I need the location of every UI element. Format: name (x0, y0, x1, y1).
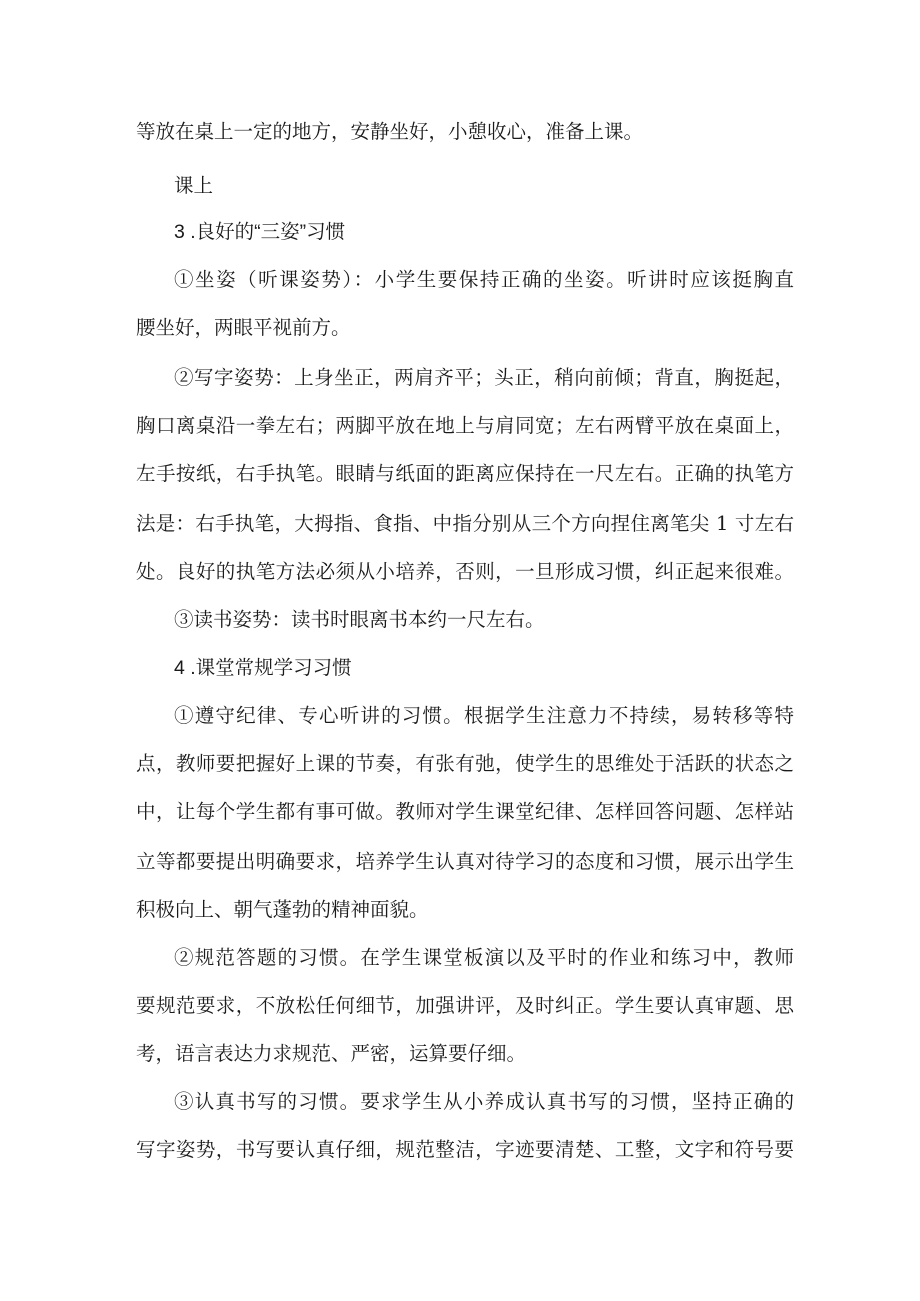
subsection-heading: 4 .课堂常规学习习惯 (174, 657, 352, 679)
text-line: 胸口离桌沿一拳左右；两脚平放在地上与肩同宽；左右两臂平放在桌面上， (136, 414, 794, 437)
text-line: 要规范要求，不放松任何细节，加强讲评，及时纠正。学生要认真审题、思 (136, 994, 794, 1017)
text-line: 考，语言表达力求规范、严密，运算要仔细。 (136, 1042, 527, 1065)
text-line: 积极向上、朝气蓬勃的精神面貌。 (136, 898, 429, 921)
text-line: 等放在桌上一定的地方，安静坐好，小憩收心，准备上课。 (136, 120, 644, 143)
text-line: 腰坐好，两眼平视前方。 (136, 316, 351, 339)
text-line: 处。良好的执笔方法必须从小培养，否则，一旦形成习惯，纠正起来很难。 (136, 560, 794, 583)
text-line: ③认真书写的习惯。要求学生从小养成认真书写的习惯，坚持正确的 (174, 1090, 794, 1113)
text-line: 中，让每个学生都有事可做。教师对学生课堂纪律、怎样回答问题、怎样站 (136, 800, 794, 823)
text-line: ③读书姿势：读书时眼离书本约一尺左右。 (174, 608, 545, 631)
text-line: ①遵守纪律、专心听讲的习惯。根据学生注意力不持续，易转移等特 (174, 704, 794, 727)
text-line: 法是：右手执笔，大拇指、食指、中指分别从三个方向捏住离笔尖 1 寸左右 (136, 512, 794, 535)
text-line: 立等都要提出明确要求，培养学生认真对待学习的态度和习惯，展示出学生 (136, 850, 794, 873)
text-line: 写字姿势，书写要认真仔细，规范整洁，字迹要清楚、工整，文字和符号要 (136, 1138, 794, 1161)
text-line: 点，教师要把握好上课的节奏，有张有弛，使学生的思维处于活跃的状态之 (136, 752, 794, 775)
text-line: ①坐姿（听课姿势）：小学生要保持正确的坐姿。听讲时应该挺胸直 (174, 268, 794, 291)
text-line: 左手按纸，右手执笔。眼睛与纸面的距离应保持在一尺左右。正确的执笔方 (136, 462, 794, 485)
section-heading: 课上 (174, 174, 214, 197)
text-line: ②规范答题的习惯。在学生课堂板演以及平时的作业和练习中，教师 (174, 946, 794, 969)
text-line: ②写字姿势：上身坐正，两肩齐平；头正，稍向前倾；背直，胸挺起， (174, 366, 794, 389)
subsection-heading: 3 .良好的“三姿”习惯 (174, 221, 346, 243)
